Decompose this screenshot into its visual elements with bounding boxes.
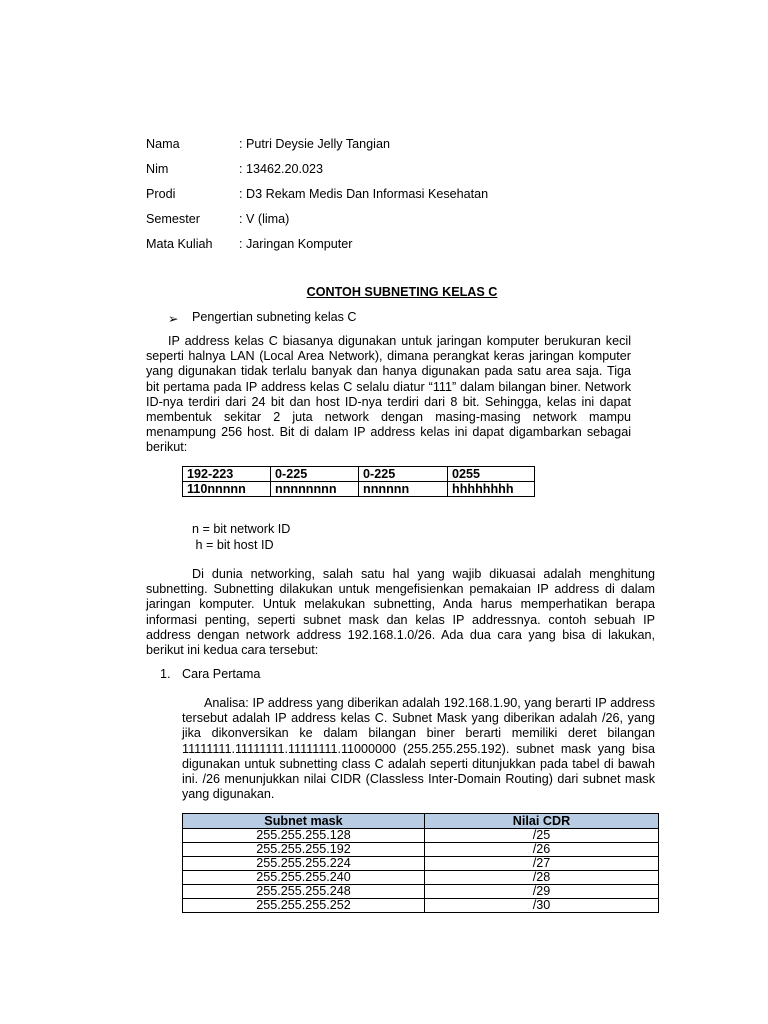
info-value: : Jaringan Komputer — [239, 237, 353, 251]
column-header: Subnet mask — [183, 814, 425, 829]
info-label: Nama — [146, 137, 180, 151]
table-cell: /30 — [425, 899, 659, 913]
table-cell: nnnnnnnn — [271, 482, 359, 497]
info-value: : Putri Deysie Jelly Tangian — [239, 137, 390, 151]
table-cell: 192-223 — [183, 467, 271, 482]
section-heading: Pengertian subneting kelas C — [192, 310, 357, 324]
table-row — [183, 899, 659, 913]
table-cell: 110nnnnn — [183, 482, 271, 497]
subnet-mask-table — [182, 813, 659, 913]
table-cell: 255.255.255.240 — [183, 871, 425, 885]
table-row — [183, 829, 659, 843]
table-row — [183, 467, 535, 482]
table-row — [183, 871, 659, 885]
document-title — [0, 285, 768, 299]
table-cell: 255.255.255.192 — [183, 843, 425, 857]
arrow-bullet-icon: ➢ — [168, 312, 179, 326]
paragraph-analysis: Analisa: IP address yang diberikan adalah 192.168.1.90, yang berarti IP address tersebut adalah IP address kelas C. Subnet Mask yang diberikan adalah /26, yang jika dikonversikan ke dalam bilangan biner berarti memiliki deret bilangan 11111111.11111111.11111111.11000000 (255.255.255.192). subnet mask yang bisa digunakan untuk subnetting class C adalah seperti ditunjukkan pada tabel di bawah ini. /26 menunjukkan nilai CIDR (Classless Inter-Domain Routing) dari subnet mask yang digunakan. — [182, 696, 655, 802]
legend-network-id: n = bit network ID — [192, 522, 291, 536]
table-cell: /26 — [425, 843, 659, 857]
info-label: Semester — [146, 212, 200, 226]
bit-table — [182, 466, 535, 497]
table-cell: /25 — [425, 829, 659, 843]
table-cell: 0-225 — [271, 467, 359, 482]
list-heading: Cara Pertama — [182, 667, 261, 681]
table-cell: /27 — [425, 857, 659, 871]
column-header: Nilai CDR — [425, 814, 659, 829]
table-row — [183, 857, 659, 871]
table-cell: hhhhhhhh — [448, 482, 535, 497]
table-cell: 255.255.255.248 — [183, 885, 425, 899]
table-cell: 0255 — [448, 467, 535, 482]
table-cell: 255.255.255.224 — [183, 857, 425, 871]
document-title-text: CONTOH SUBNETING KELAS C — [306, 285, 498, 299]
table-row — [183, 843, 659, 857]
table-cell: /28 — [425, 871, 659, 885]
table-cell: /29 — [425, 885, 659, 899]
table-row — [183, 482, 535, 497]
table-cell: 0-225 — [359, 467, 448, 482]
info-value: : V (lima) — [239, 212, 290, 226]
table-cell: nnnnnn — [359, 482, 448, 497]
info-label: Prodi — [146, 187, 176, 201]
info-label: Nim — [146, 162, 169, 176]
paragraph-class-c: IP address kelas C biasanya digunakan untuk jaringan komputer berukuran kecil seperti halnya LAN (Local Area Network), dimana perangkat keras jaringan komputer yang digunakan tidak terlalu banyak dan hanya digunakan pada satu area saja. Tiga bit pertama pada IP address kelas C selalu diatur “111” dalam bilangan biner. Network ID-nya terdiri dari 24 bit dan host ID-nya terdiri dari 8 bit. Sehingga, kelas ini dapat membentuk sekitar 2 juta network dengan masing-masing network mampu menampung 256 host. Bit di dalam IP address kelas ini dapat digambarkan sebagai berikut: — [146, 334, 631, 455]
table-header-row — [183, 814, 659, 829]
list-number: 1. — [160, 667, 171, 681]
info-value: : D3 Rekam Medis Dan Informasi Kesehatan — [239, 187, 489, 201]
paragraph-subnetting: Di dunia networking, salah satu hal yang wajib dikuasai adalah menghitung subnetting. Subnetting dilakukan untuk mengefisienkan pemakaian IP address di dalam jaringan komputer. Untuk melakukan subnetting, Anda harus memperhatikan berapa informasi penting, seperti subnet mask dan kelas IP addressnya. contoh sebuah IP address dengan network address 192.168.1.0/26. Ada dua cara yang bisa di lakukan, berikut ini kedua cara tersebut: — [146, 567, 655, 658]
table-cell: 255.255.255.252 — [183, 899, 425, 913]
info-value: : 13462.20.023 — [239, 162, 324, 176]
legend-host-id: h = bit host ID — [192, 538, 274, 552]
table-row — [183, 885, 659, 899]
info-label: Mata Kuliah — [146, 237, 213, 251]
table-cell: 255.255.255.128 — [183, 829, 425, 843]
